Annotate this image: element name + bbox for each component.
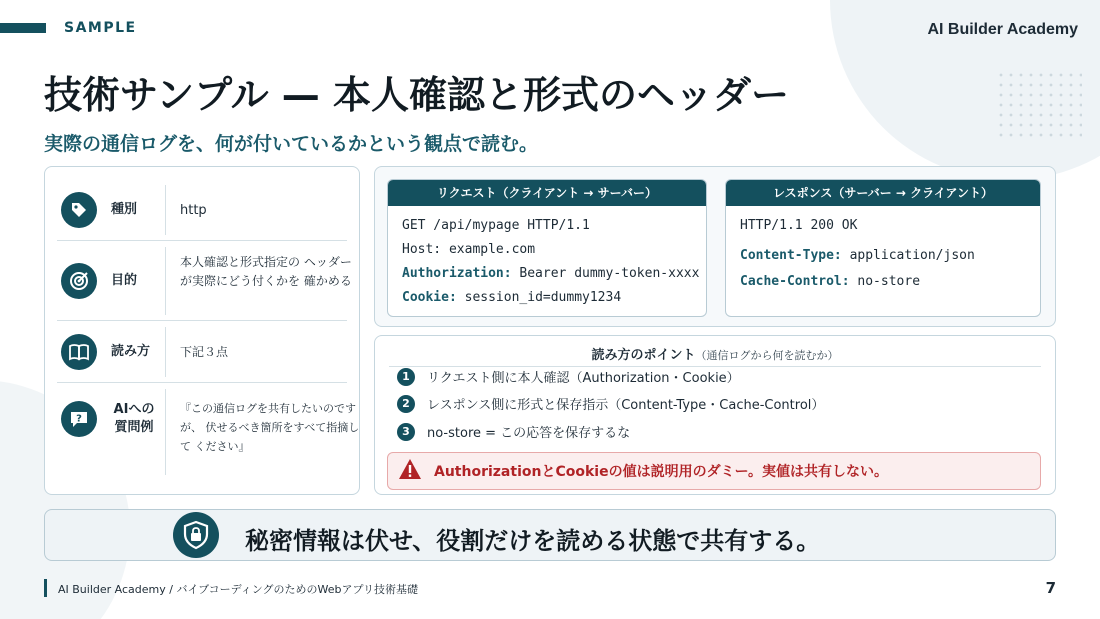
info-value: http bbox=[180, 203, 207, 218]
divider bbox=[165, 247, 166, 315]
page-number: 7 bbox=[1045, 579, 1056, 597]
request-line: GET /api/mypage HTTP/1.1 bbox=[402, 218, 590, 233]
question-icon bbox=[61, 401, 97, 437]
response-content-type bbox=[740, 248, 975, 263]
summary-banner bbox=[44, 509, 1056, 561]
header-value: Bearer dummy-token-xxxx bbox=[511, 266, 700, 281]
info-row-type bbox=[57, 179, 347, 241]
request-box bbox=[387, 179, 707, 317]
header-value: no-store bbox=[849, 274, 921, 289]
info-key: AIへの 質問例 bbox=[113, 402, 155, 435]
info-value: 『この通信ログを共有したいのですが、 伏せるべき箇所をすべて指摘して ください』 bbox=[180, 402, 360, 453]
info-key: 読み方 bbox=[111, 344, 151, 359]
footer-text: AI Builder Academy / バイブコーディングのためのWebアプリ技術基礎 bbox=[58, 583, 419, 596]
tag-icon bbox=[61, 192, 97, 228]
point-number: 1 bbox=[397, 368, 415, 386]
point-text: リクエスト側に本人確認（Authorization・Cookie） bbox=[427, 371, 740, 386]
request-authorization bbox=[402, 266, 699, 281]
points-title-sub: （通信ログから何を読むか） bbox=[695, 349, 839, 362]
response-cache-control bbox=[740, 274, 920, 289]
warning-box bbox=[387, 452, 1041, 490]
banner-text: 秘密情報は伏せ、役割だけを読める状態で共有する。 bbox=[245, 527, 821, 555]
page-title: 技術サンプル — 本人確認と形式のヘッダー bbox=[44, 73, 790, 117]
request-header: リクエスト（クライアント → サーバー） bbox=[388, 180, 706, 206]
warning-icon bbox=[398, 458, 422, 484]
http-exchange-panel bbox=[374, 166, 1056, 327]
info-value: 本人確認と形式指定の ヘッダーが実際にどう付くかを 確かめる bbox=[180, 255, 352, 288]
divider bbox=[165, 327, 166, 377]
shield-lock-icon bbox=[173, 512, 219, 558]
header-value: session_id=dummy1234 bbox=[456, 290, 622, 305]
point-text: レスポンス側に形式と保存指示（Content-Type・Cache-Control） bbox=[427, 398, 825, 413]
response-header: レスポンス（サーバー → クライアント） bbox=[726, 180, 1040, 206]
point-item bbox=[397, 394, 824, 413]
info-key: 目的 bbox=[111, 273, 138, 288]
header-key: Authorization: bbox=[402, 266, 512, 281]
reading-points-panel bbox=[374, 335, 1056, 495]
info-card bbox=[44, 166, 360, 495]
request-cookie bbox=[402, 290, 621, 305]
header-key: Content-Type: bbox=[740, 248, 842, 263]
point-item bbox=[397, 422, 630, 441]
response-box bbox=[725, 179, 1041, 317]
warning-text: AuthorizationとCookieの値は説明用のダミー。実値は共有しない。 bbox=[434, 464, 889, 480]
target-icon bbox=[61, 263, 97, 299]
header-value: application/json bbox=[841, 248, 975, 263]
points-title-main: 読み方のポイント bbox=[591, 348, 696, 363]
response-status: HTTP/1.1 200 OK bbox=[740, 218, 858, 233]
point-text: no-store = この応答を保存するな bbox=[427, 426, 631, 441]
info-row-ai-question bbox=[57, 383, 360, 481]
sample-label: SAMPLE bbox=[64, 20, 137, 36]
book-icon bbox=[61, 334, 97, 370]
footer-accent-bar bbox=[44, 579, 47, 597]
info-key: 種別 bbox=[111, 202, 138, 217]
point-number: 3 bbox=[397, 423, 415, 441]
info-row-howto bbox=[57, 321, 347, 383]
header-key: Cookie: bbox=[402, 290, 457, 305]
sample-accent-bar bbox=[0, 23, 46, 33]
request-host: Host: example.com bbox=[402, 242, 536, 257]
divider bbox=[165, 185, 166, 235]
point-item bbox=[397, 367, 740, 386]
point-number: 2 bbox=[397, 395, 415, 413]
brand-name: AI Builder Academy bbox=[927, 21, 1078, 38]
page-subtitle: 実際の通信ログを、何が付いているかという観点で読む。 bbox=[44, 133, 539, 155]
info-row-purpose bbox=[57, 241, 352, 321]
header-key: Cache-Control: bbox=[740, 274, 850, 289]
divider bbox=[165, 389, 166, 475]
svg-text:?: ? bbox=[76, 413, 82, 425]
points-title bbox=[375, 344, 1055, 363]
decor-dot-grid bbox=[996, 70, 1082, 140]
info-value: 下記３点 bbox=[180, 345, 229, 359]
